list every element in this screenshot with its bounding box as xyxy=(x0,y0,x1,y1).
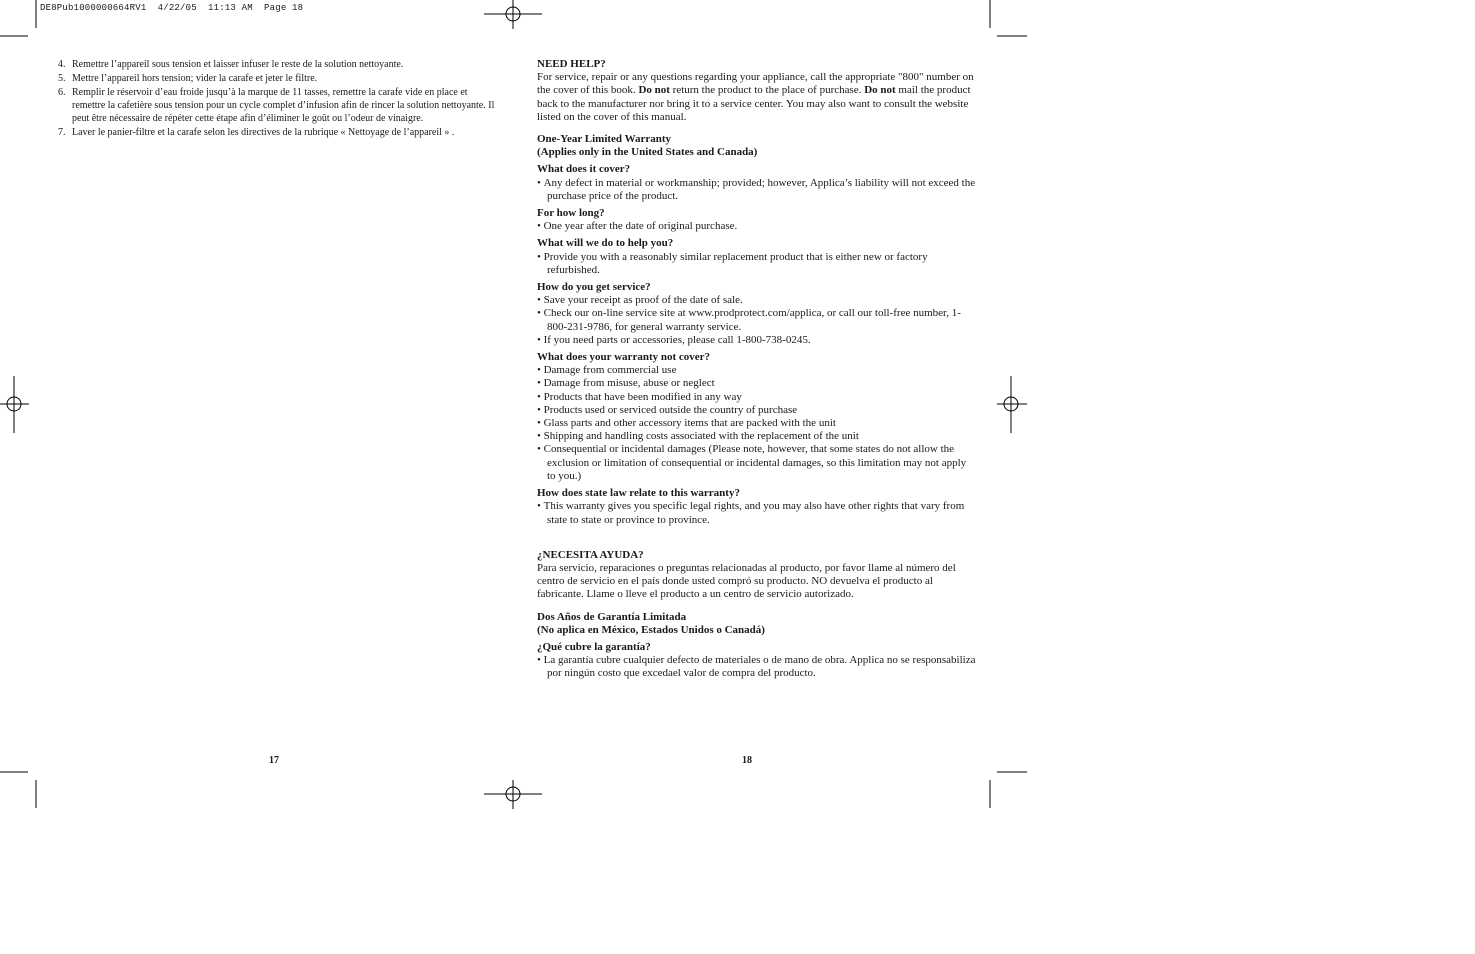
question-cubre: ¿Qué cubre la garantía? xyxy=(537,640,651,653)
print-slug: DE8Pub1000000664RV1 4/22/05 11:13 AM Page 18 xyxy=(40,3,304,13)
list-item: 6. Remplir le réservoir d’eau froide jusqu’à la marque de 11 tasses, remettre la carafe vide en place et remettre la cafetière sous tension pour un cycle complet d’infusion afin de rincer la solution nettoyante. Il peut être nécessaire de répéter cette étape afin d’éliminer le goût ou l’odeur de vinaigre. xyxy=(58,87,495,124)
answer-how-long: • One year after the date of original purchase. xyxy=(537,220,977,233)
question-help: What will we do to help you? xyxy=(537,237,674,250)
page-number-right: 18 xyxy=(742,755,752,766)
garantia-heading: Dos Años de Garantía Limitada xyxy=(537,610,687,623)
need-help-heading: NEED HELP? xyxy=(537,58,606,70)
left-page-content xyxy=(58,58,498,140)
necesita-heading: ¿NECESITA AYUDA? xyxy=(537,548,644,561)
warranty-subheading: (Applies only in the United States and Canada) xyxy=(537,146,758,159)
list-item: • Consequential or incidental damages (Please note, however, that some states do not allow the exclusion or limitation of consequential or incidental damages, so this limitation may not apply to you.) xyxy=(537,443,977,483)
list-item: 7. Laver le panier-filtre et la carafe selon les directives de la rubrique « Nettoyage de l’appareil » . xyxy=(58,127,455,138)
question-cover: What does it cover? xyxy=(537,163,631,176)
question-how-long: For how long? xyxy=(537,207,605,220)
list-item: • Save your receipt as proof of the date of sale. xyxy=(537,294,977,307)
warranty-heading: One-Year Limited Warranty xyxy=(537,133,672,146)
need-help-paragraph: For service, repair or any questions regarding your appliance, call the appropriate "800" number on the cover of this book. Do not return the product to the place of purchase. Do not mail the product back to the manufacturer nor bring it to a service center. You may also want to consult the website listed on the cover of this manual. xyxy=(537,71,974,123)
list-item: 4. Remettre l’appareil sous tension et laisser infuser le reste de la solution nettoyante. xyxy=(58,59,404,70)
answer-help: • Provide you with a reasonably similar replacement product that is either new or factory refurbished. xyxy=(537,251,977,277)
question-service: How do you get service? xyxy=(537,281,651,294)
answer-cover: • Any defect in material or workmanship; provided; however, Applica’s liability will not exceed the purchase price of the product. xyxy=(537,177,977,203)
answer-state-law: • This warranty gives you specific legal rights, and you may also have other rights that vary from state to state or province to province. xyxy=(537,500,977,526)
question-state-law: How does state law relate to this warranty? xyxy=(537,487,740,500)
garantia-subheading: (No aplica en México, Estados Unidos o Canadá) xyxy=(537,623,765,636)
list-item: • Products that have been modified in any way xyxy=(537,391,977,404)
list-item: • If you need parts or accessories, please call 1-800-738-0245. xyxy=(537,334,977,347)
list-item: • Damage from misuse, abuse or neglect xyxy=(537,377,977,390)
necesita-paragraph: Para servicio, reparaciones o preguntas relacionadas al producto, por favor llame al número del centro de servicio en el país donde usted compró su producto. NO devuelva el producto al fabricante. Llame o lleve el producto a un centro de servicio autorizado. xyxy=(537,561,956,601)
list-item: • Check our on-line service site at www.prodprotect.com/applica, or call our toll-free number, 1-800-231-9786, for general warranty service. xyxy=(537,307,977,333)
list-item: • Glass parts and other accessory items that are packed with the unit xyxy=(537,417,977,430)
list-item: • Shipping and handling costs associated with the replacement of the unit xyxy=(537,430,977,443)
list-item: 5. Mettre l’appareil hors tension; vider la carafe et jeter le filtre. xyxy=(58,73,318,84)
list-item: • Products used or serviced outside the country of purchase xyxy=(537,404,977,417)
question-not-cover: What does your warranty not cover? xyxy=(537,351,711,364)
right-page-content xyxy=(537,58,977,681)
list-item: • Damage from commercial use xyxy=(537,364,977,377)
answer-cubre: • La garantía cubre cualquier defecto de materiales o de mano de obra. Applica no se responsabiliza por ningún costo que excedael valor de compra del producto. xyxy=(537,654,977,680)
page-number-left: 17 xyxy=(269,755,279,766)
cleaning-steps-list xyxy=(58,58,498,139)
